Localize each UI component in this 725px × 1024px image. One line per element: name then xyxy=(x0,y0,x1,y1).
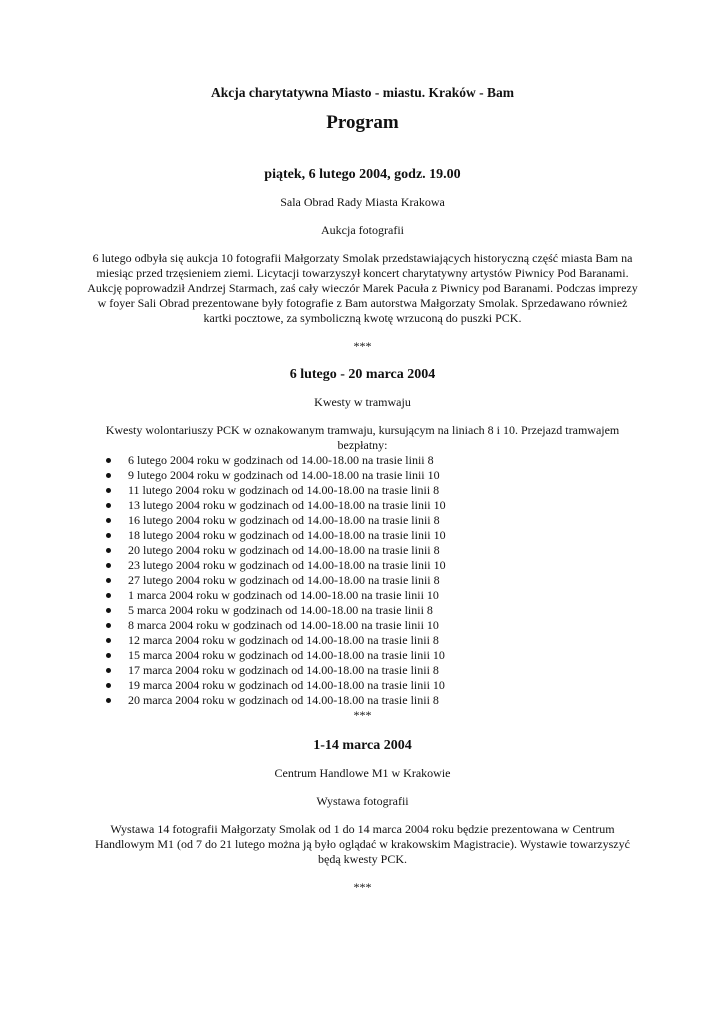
document-title: Akcja charytatywna Miasto - miastu. Kraków - Bam xyxy=(211,85,514,100)
list-item-text: 27 lutego 2004 roku w godzinach od 14.00-18.00 na trasie linii 8 xyxy=(128,573,440,587)
section-1-event: Aukcja fotografii xyxy=(321,223,404,237)
bullet-icon xyxy=(106,473,111,478)
section-3-heading: 1-14 marca 2004 xyxy=(313,738,412,753)
list-item xyxy=(105,513,640,528)
list-item xyxy=(105,618,640,633)
section-3-place: Centrum Handlowe M1 w Krakowie xyxy=(274,766,451,780)
bullet-icon xyxy=(106,518,111,523)
bullet-icon xyxy=(106,653,111,658)
list-item-text: 17 marca 2004 roku w godzinach od 14.00-18.00 na trasie linii 8 xyxy=(128,663,439,677)
bullet-icon xyxy=(106,683,111,688)
list-item xyxy=(105,648,640,663)
list-item-text: 19 marca 2004 roku w godzinach od 14.00-18.00 na trasie linii 10 xyxy=(128,678,445,692)
section-1-place: Sala Obrad Rady Miasta Krakowa xyxy=(280,195,445,209)
list-item xyxy=(105,693,640,708)
bullet-icon xyxy=(106,593,111,598)
bullet-icon xyxy=(106,563,111,568)
list-item xyxy=(105,678,640,693)
list-item xyxy=(105,528,640,543)
section-2-heading: 6 lutego - 20 marca 2004 xyxy=(289,367,436,382)
list-item-text: 18 lutego 2004 roku w godzinach od 14.00-18.00 na trasie linii 10 xyxy=(128,528,446,542)
bullet-icon xyxy=(106,533,111,538)
list-item xyxy=(105,558,640,573)
list-item xyxy=(105,588,640,603)
list-item-text: 1 marca 2004 roku w godzinach od 14.00-18.00 na trasie linii 10 xyxy=(128,588,439,602)
tram-schedule-list xyxy=(85,453,640,708)
section-2-body: Kwesty wolontariuszy PCK w oznakowanym tramwaju, kursującym na liniach 8 i 10. Przejazd tramwajem bezpłatny: xyxy=(105,423,620,452)
section-2-event: Kwesty w tramwaju xyxy=(314,395,411,409)
list-item-text: 15 marca 2004 roku w godzinach od 14.00-18.00 na trasie linii 10 xyxy=(128,648,445,662)
section-3-body: Wystawa 14 fotografii Małgorzaty Smolak od 1 do 14 marca 2004 roku będzie prezentowana w Centrum Handlowym M1 (od 7 do 21 lutego można ją było oglądać w krakowskim Magistracie). Wystawie towarzyszyć będą kwesty PCK. xyxy=(95,822,630,866)
document-page xyxy=(85,84,640,895)
bullet-icon xyxy=(106,548,111,553)
list-item-text: 8 marca 2004 roku w godzinach od 14.00-18.00 na trasie linii 10 xyxy=(128,618,439,632)
section-3-separator: *** xyxy=(353,880,372,894)
list-item xyxy=(105,498,640,513)
list-item xyxy=(105,663,640,678)
list-item-text: 23 lutego 2004 roku w godzinach od 14.00-18.00 na trasie linii 10 xyxy=(128,558,446,572)
bullet-icon xyxy=(106,578,111,583)
list-item-text: 6 lutego 2004 roku w godzinach od 14.00-18.00 na trasie linii 8 xyxy=(128,453,434,467)
list-item xyxy=(105,453,640,468)
bullet-icon xyxy=(106,668,111,673)
list-item-text: 12 marca 2004 roku w godzinach od 14.00-18.00 na trasie linii 8 xyxy=(128,633,439,647)
section-2-separator: *** xyxy=(353,708,372,722)
bullet-icon xyxy=(106,458,111,463)
list-item xyxy=(105,468,640,483)
list-item xyxy=(105,633,640,648)
list-item-text: 13 lutego 2004 roku w godzinach od 14.00-18.00 na trasie linii 10 xyxy=(128,498,446,512)
list-item xyxy=(105,603,640,618)
list-item-text: 16 lutego 2004 roku w godzinach od 14.00-18.00 na trasie linii 8 xyxy=(128,513,440,527)
section-3-event: Wystawa fotografii xyxy=(316,794,409,808)
section-1-body: 6 lutego odbyła się aukcja 10 fotografii Małgorzaty Smolak przedstawiających historyczną część miasta Bam na miesiąc przed trzęsieniem ziemi. Licytacji towarzyszył koncert charytatywny artystów Piwnicy Pod Baranami. Aukcję poprowadził Andrzej Starmach, zaś cały wieczór Marek Pacuła z Piwnicy pod Baranami. Podczas imprezy w foyer Sali Obrad prezentowane były fotografie z Bam autorstwa Małgorzaty Smolak. Sprzedawano również kartki pocztowe, za symboliczną kwotę wrzuconą do puszki PCK. xyxy=(87,251,638,325)
program-heading: Program xyxy=(326,112,399,133)
bullet-icon xyxy=(106,503,111,508)
bullet-icon xyxy=(106,698,111,703)
list-item-text: 20 lutego 2004 roku w godzinach od 14.00-18.00 na trasie linii 8 xyxy=(128,543,440,557)
section-1-separator: *** xyxy=(353,339,372,353)
section-1-heading: piątek, 6 lutego 2004, godz. 19.00 xyxy=(264,167,461,182)
list-item-text: 5 marca 2004 roku w godzinach od 14.00-18.00 na trasie linii 8 xyxy=(128,603,433,617)
list-item-text: 9 lutego 2004 roku w godzinach od 14.00-18.00 na trasie linii 10 xyxy=(128,468,440,482)
bullet-icon xyxy=(106,488,111,493)
list-item xyxy=(105,483,640,498)
list-item-text: 11 lutego 2004 roku w godzinach od 14.00-18.00 na trasie linii 8 xyxy=(128,483,440,497)
bullet-icon xyxy=(106,638,111,643)
bullet-icon xyxy=(106,608,111,613)
list-item xyxy=(105,573,640,588)
bullet-icon xyxy=(106,623,111,628)
list-item xyxy=(105,543,640,558)
list-item-text: 20 marca 2004 roku w godzinach od 14.00-18.00 na trasie linii 8 xyxy=(128,693,439,707)
